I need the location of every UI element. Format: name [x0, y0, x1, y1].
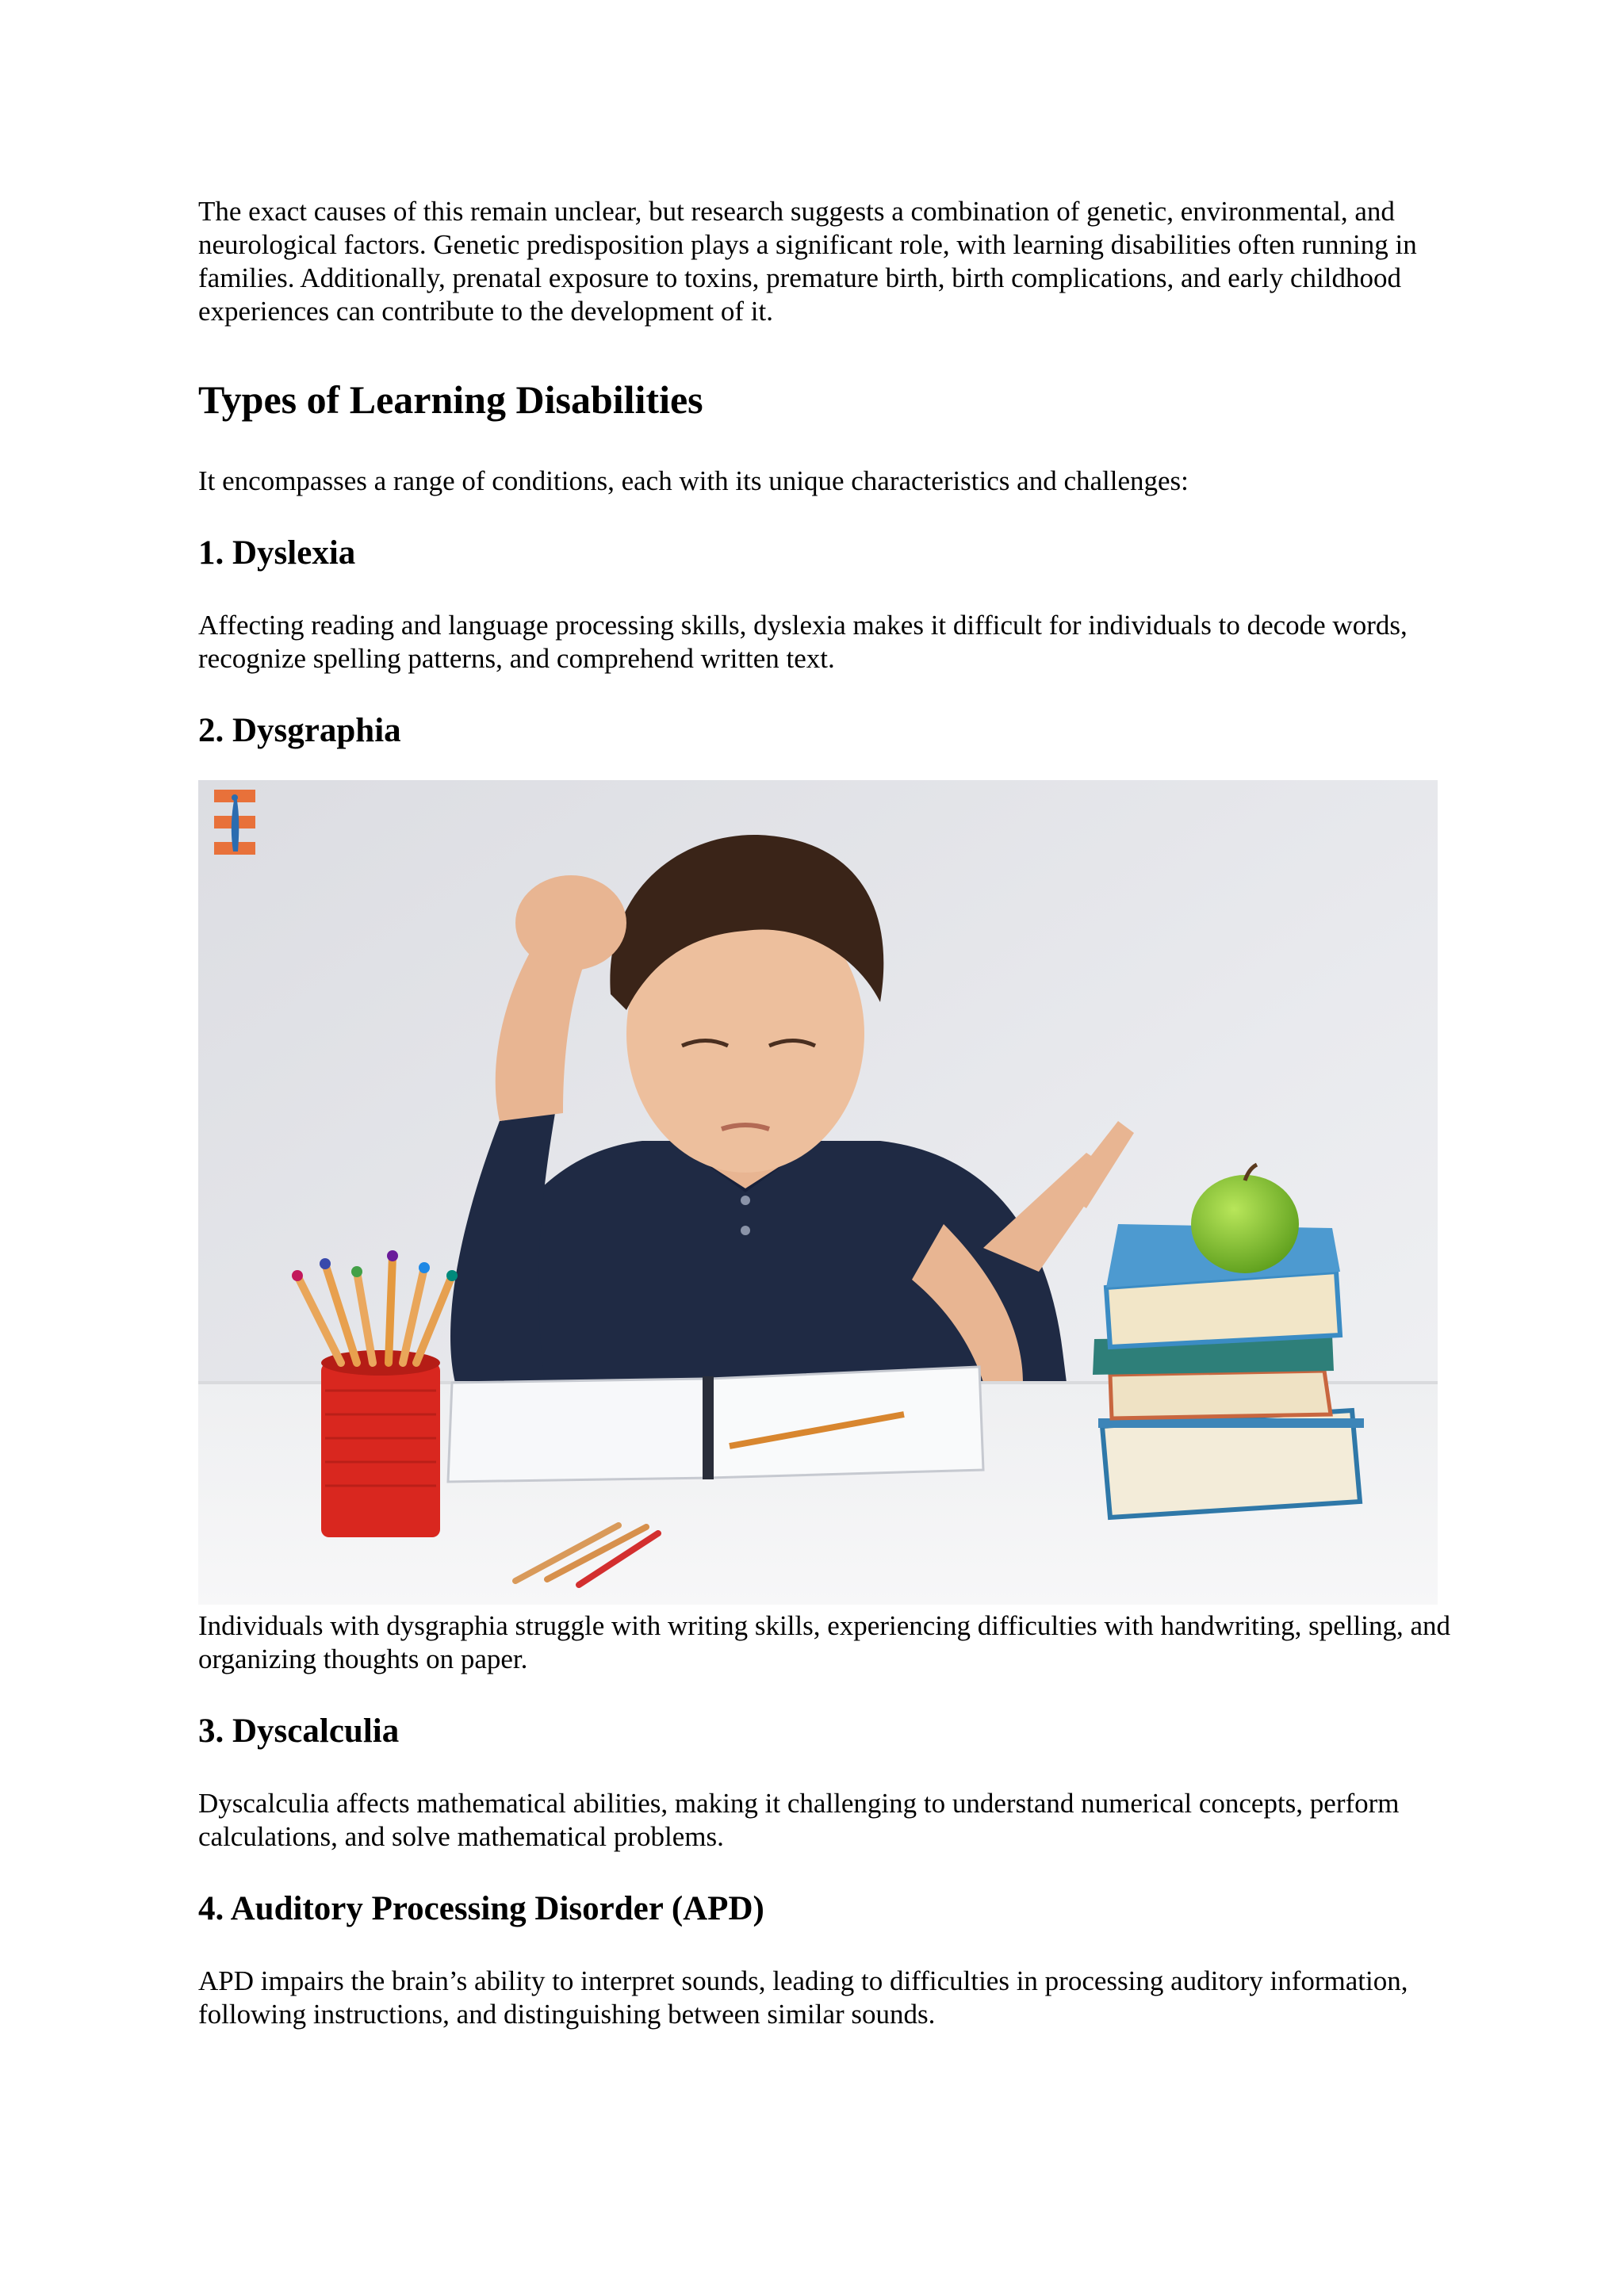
text-dyscalculia: Dyscalculia affects mathematical abilities, making it challenging to understand numerical concepts, perform calculations, and solve mathematical problems.	[198, 1788, 1400, 1852]
text-dysgraphia: Individuals with dysgraphia struggle with writing skills, experiencing difficulties with handwriting, spelling, and organizing thoughts on paper.	[198, 1610, 1450, 1674]
heading-apd: 4. Auditory Processing Disorder (APD)	[198, 1890, 764, 1927]
student-photo	[198, 780, 1438, 1605]
article-content	[198, 195, 1451, 2031]
heading-dyscalculia: 3. Dyscalculia	[198, 1712, 400, 1750]
intro-paragraph: The exact causes of this remain unclear, but research suggests a combination of genetic, environmental, and neurological factors. Genetic predisposition plays a significant role, with learning disabilities often running in families. Additionally, prenatal exposure to toxins, premature birth, birth complications, and early childhood experiences can contribute to the development of it.	[198, 196, 1417, 327]
brand-logo-icon	[214, 790, 255, 855]
section-title: Types of Learning Disabilities	[198, 377, 703, 422]
text-dyslexia: Affecting reading and language processing skills, dyslexia makes it difficult for individuals to decode words, recognize spelling patterns, and comprehend written text.	[198, 610, 1408, 674]
heading-dysgraphia: 2. Dysgraphia	[198, 712, 401, 749]
heading-dyslexia: 1. Dyslexia	[198, 534, 356, 572]
section-intro: It encompasses a range of conditions, each with its unique characteristics and challenges:	[198, 465, 1189, 496]
student-illustration	[198, 780, 1438, 1605]
text-apd: APD impairs the brain’s ability to interpret sounds, leading to difficulties in processing auditory information, following instructions, and distinguishing between similar sounds.	[198, 1965, 1408, 2030]
